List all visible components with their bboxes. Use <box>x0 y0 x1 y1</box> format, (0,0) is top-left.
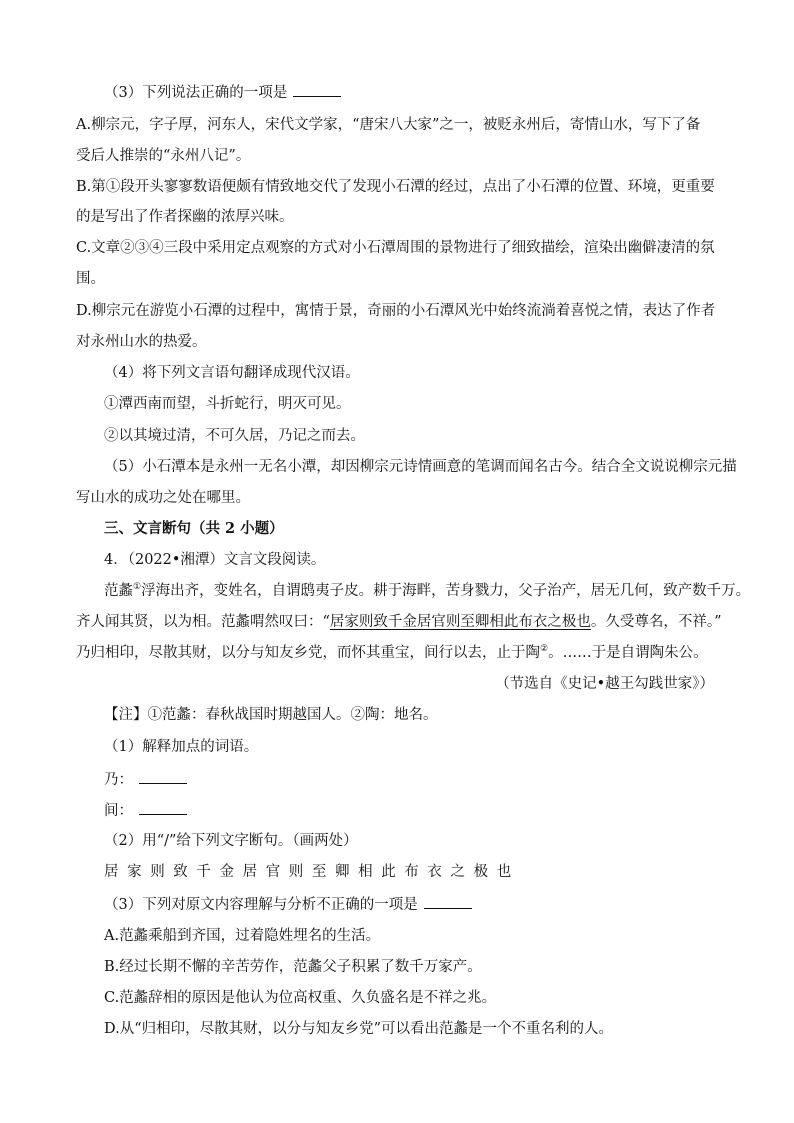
passage-line-2: 齐人闻其贤，以为相。范蠡喟然叹曰：“居家则致千金居官则至卿相此布衣之极也。久受尊名，不祥。” <box>76 614 722 630</box>
passage-line-3: 乃归相印，尽散其财，以分与知友乡党，而怀其重宝，间行以去，止于陶②。……于是自谓陶朱公。 <box>76 644 708 661</box>
question-5-line-1: （5）小石潭本是永州一无名小潭，却因柳宗元诗情画意的笔调而闻名古今。结合全文说说柳宗元描 <box>104 459 737 475</box>
answer-blank[interactable] <box>139 769 187 784</box>
option-d-line-2: 对永州山水的热爱。 <box>76 334 207 350</box>
option-c-line-2: 围。 <box>76 271 105 287</box>
problem-4-header: 4．（2022•湘潭）文言文段阅读。 <box>104 552 326 568</box>
option-c-line-1: C.文章②③④三段中采用定点观察的方式对小石潭周围的景物进行了细致描绘，渲染出幽僻凄清的氛 <box>76 240 715 256</box>
question-4-stem: （4）将下列文言语句翻译成现代汉语。 <box>104 365 360 381</box>
answer-blank[interactable] <box>139 800 187 815</box>
choice-a: A.范蠡乘船到齐国，过着隐姓埋名的生活。 <box>104 928 381 944</box>
punctuation-text: 居家则致千金居官则至卿相此布衣之极也 <box>104 864 520 880</box>
option-b-line-1: B.第①段开头寥寥数语便颇有情致地交代了发现小石潭的经过，点出了小石潭的位置、环境，更重要 <box>76 179 715 195</box>
sub-question-1-a: 乃： <box>104 769 187 790</box>
question-3-stem: （3）下列说法正确的一项是 <box>104 82 341 103</box>
underlined-sentence: 居家则致千金居官则至卿相此布衣之极也 <box>329 614 591 630</box>
option-a-line-2: 受后人推崇的“永州八记”。 <box>76 148 251 164</box>
passage-source: （节选自《史记•越王勾践世家》） <box>495 676 714 692</box>
sub-question-3-stem: （3）下列对原文内容理解与分析不正确的一项是 <box>104 894 472 915</box>
option-a-line-1: A.柳宗元，字子厚，河东人，宋代文学家，“唐宋八大家”之一，被贬永州后，寄情山水，写下了备 <box>76 117 701 133</box>
choice-b: B.经过长期不懈的辛苦劳作，范蠡父子积累了数千万家产。 <box>104 959 482 975</box>
question-5-line-2: 写山水的成功之处在哪里。 <box>76 490 250 506</box>
choice-c: C.范蠡辞相的原因是他认为位高权重、久负盛名是不祥之兆。 <box>104 990 497 1006</box>
option-b-line-2: 的是写出了作者探幽的浓厚兴味。 <box>76 209 294 225</box>
annotation-note: 【注】①范蠡：春秋战国时期越国人。②陶：地名。 <box>104 707 438 723</box>
sentence-2: ②以其境过清，不可久居，乃记之而去。 <box>104 428 365 444</box>
answer-blank[interactable] <box>293 82 341 97</box>
choice-d: D.从“归相印，尽散其财，以分与知友乡党”可以看出范蠡是一个不重名利的人。 <box>104 1021 614 1037</box>
passage-line-1: 范蠡①浮海出齐，变姓名，自谓鸱夷子皮。耕于海畔，苦身戮力，父子治产，居无几何，致产数千万。 <box>104 582 751 599</box>
option-d-line-1: D.柳宗元在游览小石潭的过程中，寓情于景，奇丽的小石潭风光中始终流淌着喜悦之情，表达了作者 <box>76 303 716 319</box>
sentence-1: ①潭西南而望，斗折蛇行，明灭可见。 <box>104 396 351 412</box>
section-title: 三、文言断句（共 2 小题） <box>104 520 284 537</box>
sub-question-2-stem: （2）用“/”给下列文字断句。（画两处） <box>104 833 358 849</box>
sub-question-1-b: 间： <box>104 800 187 821</box>
sub-question-1-stem: （1）解释加点的词语。 <box>104 739 259 755</box>
answer-blank[interactable] <box>424 894 472 909</box>
